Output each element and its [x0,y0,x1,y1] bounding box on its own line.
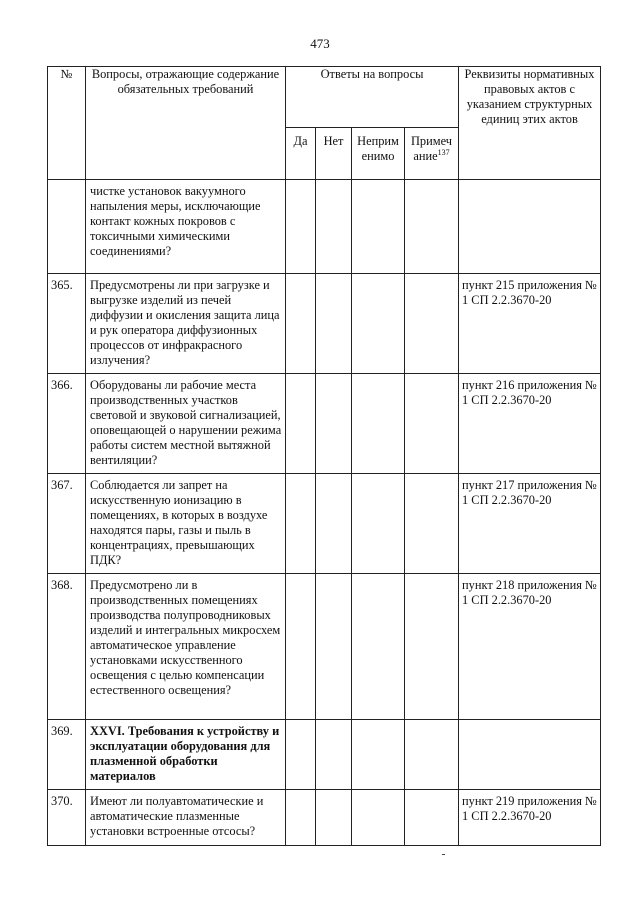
row-requisites: пункт 218 приложения № 1 СП 2.2.3670-20 [459,574,601,720]
answer-no-cell[interactable] [316,274,352,374]
row-requisites: пункт 216 приложения № 1 СП 2.2.3670-20 [459,374,601,474]
answer-yes-cell [286,720,316,790]
answer-na-cell[interactable] [352,790,405,846]
row-requisites [459,180,601,274]
answer-note-cell[interactable] [405,474,459,574]
row-question: Соблюдается ли запрет на искусственную ионизацию в помещениях, в которых в воздухе находятся пары, газы и пыль в концентрациях, превышающих ПДК? [86,474,286,574]
row-requisites [459,720,601,790]
header-note [405,128,459,180]
answer-na-cell[interactable] [352,474,405,574]
row-number: 370. [48,790,86,846]
answer-note-cell[interactable] [405,574,459,720]
header-questions: Вопросы, отражающие содержание обязательных требований [86,67,286,180]
header-na-line2: енимо [361,149,395,163]
row-question: чистке установок вакуумного напыления меры, исключающие контакт кожных покровов с токсичными химическими соединениями? [86,180,286,274]
row-question: Оборудованы ли рабочие места производственных участков световой и звуковой сигнализацией, оповещающей о нарушении режима работы систем местной вытяжной вентиляции? [86,374,286,474]
table-body [48,180,601,846]
answer-yes-cell[interactable] [286,574,316,720]
header-note-line2: ание [413,149,438,163]
answer-yes-cell[interactable] [286,374,316,474]
answer-na-cell[interactable] [352,374,405,474]
header-requisites: Реквизиты нормативных правовых актов с указанием структурных единиц этих актов [459,67,601,180]
answer-no-cell[interactable] [316,790,352,846]
table-row [48,574,601,720]
scan-mark [442,854,445,855]
answer-na-cell[interactable] [352,180,405,274]
table-row [48,720,601,790]
answer-yes-cell[interactable] [286,474,316,574]
footnote-marker: 137 [437,147,450,157]
answer-no-cell [316,720,352,790]
row-question: Имеют ли полуавтоматические и автоматические плазменные установки встроенные отсосы? [86,790,286,846]
answer-yes-cell[interactable] [286,180,316,274]
table-header [48,67,601,180]
answer-note-cell[interactable] [405,374,459,474]
answer-note-cell [405,720,459,790]
answer-no-cell[interactable] [316,180,352,274]
answer-no-cell[interactable] [316,574,352,720]
table-row [48,180,601,274]
row-number: 368. [48,574,86,720]
header-no: Нет [316,128,352,180]
table-row [48,474,601,574]
answer-yes-cell[interactable] [286,790,316,846]
row-requisites: пункт 215 приложения № 1 СП 2.2.3670-20 [459,274,601,374]
row-requisites: пункт 219 приложения № 1 СП 2.2.3670-20 [459,790,601,846]
answer-yes-cell[interactable] [286,274,316,374]
answer-na-cell [352,720,405,790]
header-answers: Ответы на вопросы [286,67,459,128]
answer-note-cell[interactable] [405,180,459,274]
row-number: 367. [48,474,86,574]
table-row [48,374,601,474]
header-number: № [48,67,86,180]
row-question: Предусмотрено ли в производственных помещениях производства полупроводниковых изделий и интегральных микросхем автоматическое управление установками искусственного освещения с целью компенсации естественного освещения? [86,574,286,720]
answer-note-cell[interactable] [405,790,459,846]
header-note-line1: Примеч [410,134,453,148]
checklist-table [47,66,601,846]
answer-no-cell[interactable] [316,474,352,574]
row-requisites: пункт 217 приложения № 1 СП 2.2.3670-20 [459,474,601,574]
answer-note-cell[interactable] [405,274,459,374]
header-yes: Да [286,128,316,180]
row-number: 366. [48,374,86,474]
row-question: Предусмотрены ли при загрузке и выгрузке изделий из печей диффузии и окисления защита лица и рук оператора диффузионных процессов от инфракрасного излучения? [86,274,286,374]
header-not-applicable [352,128,405,180]
header-na-line1: Неприм [357,134,399,148]
section-heading: XXVI. Требования к устройству и эксплуатации оборудования для плазменной обработки материалов [86,720,286,790]
answer-na-cell[interactable] [352,574,405,720]
answer-na-cell[interactable] [352,274,405,374]
answer-no-cell[interactable] [316,374,352,474]
row-number [48,180,86,274]
table-row [48,790,601,846]
row-number: 369. [48,720,86,790]
table-row [48,274,601,374]
page-number: 473 [310,36,330,51]
row-number: 365. [48,274,86,374]
